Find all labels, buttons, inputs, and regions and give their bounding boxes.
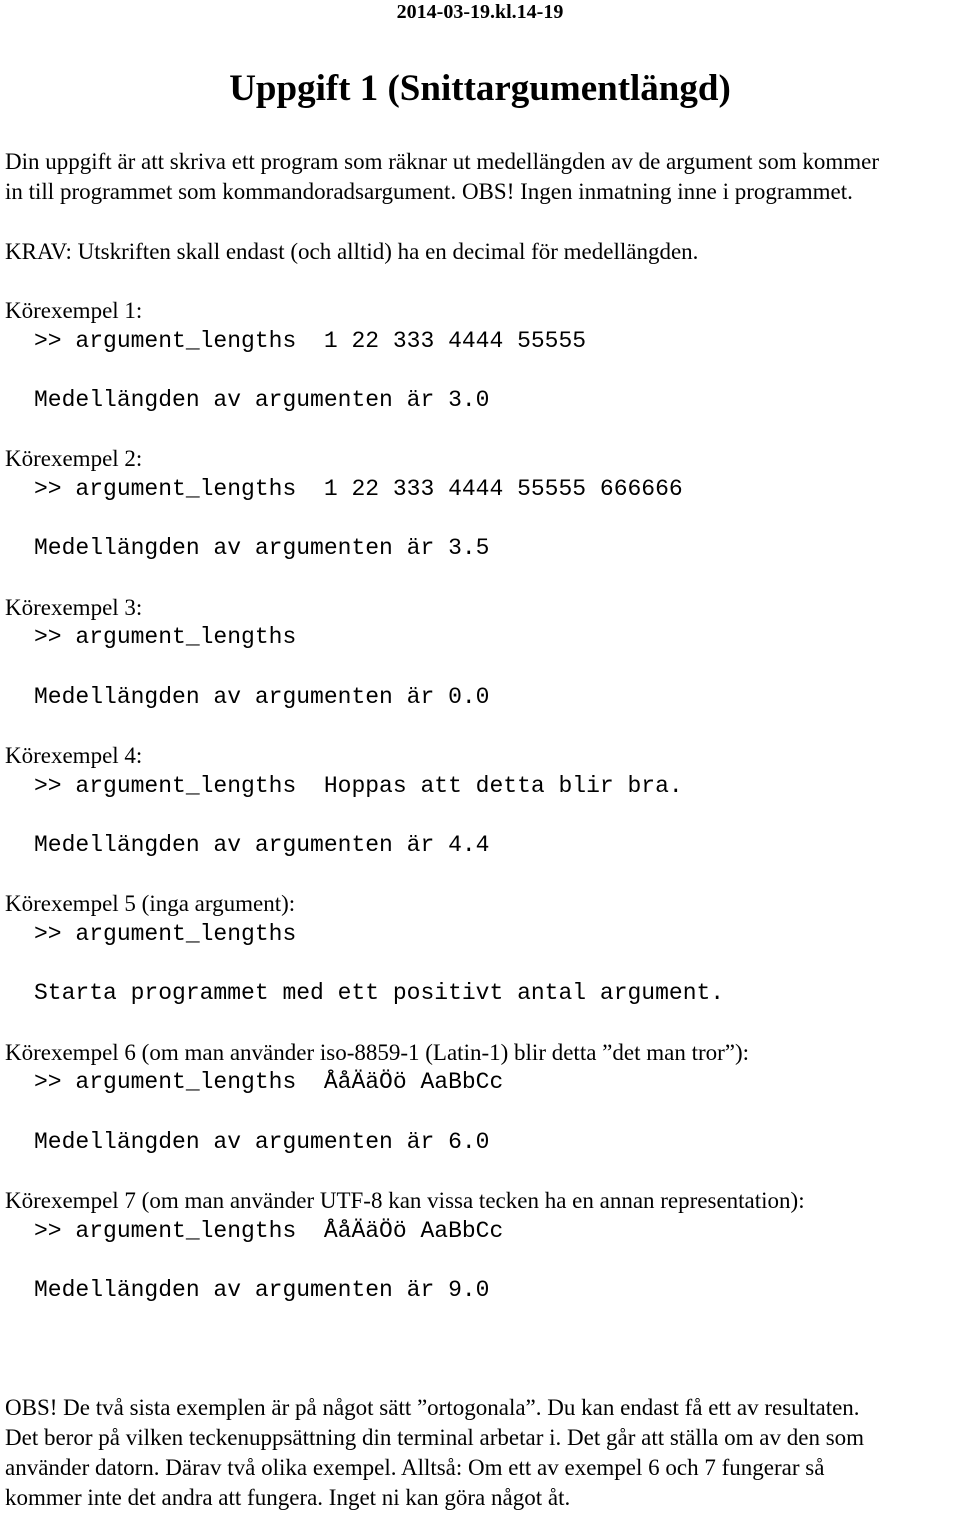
intro-line-1: Din uppgift är att skriva ett program som räknar ut medellängden av de argument som kommer (5, 149, 879, 174)
example-4-command: >> argument_lengths Hoppas att detta blir bra. (34, 773, 683, 799)
example-2-command: >> argument_lengths 1 22 333 4444 55555 666666 (34, 476, 683, 502)
example-6-heading: Körexempel 6 (om man använder iso-8859-1 (Latin-1) blir detta ”det man tror”): (5, 1040, 750, 1065)
note-line-2: Det beror på vilken teckenuppsättning din terminal arbetar i. Det går att ställa om av den som (5, 1425, 865, 1450)
note-line-4: kommer inte det andra att fungera. Inget ni kan göra något åt. (5, 1485, 571, 1510)
example-7-command: >> argument_lengths ÅåÄäÖö AaBbCc (34, 1218, 504, 1244)
example-2-heading: Körexempel 2: (5, 446, 143, 471)
example-5-output: Starta programmet med ett positivt antal argument. (34, 980, 725, 1006)
header-date: 2014-03-19.kl.14-19 (396, 1, 564, 23)
example-6-command: >> argument_lengths ÅåÄäÖö AaBbCc (34, 1069, 504, 1095)
example-5-command: >> argument_lengths (34, 921, 297, 947)
example-3-heading: Körexempel 3: (5, 595, 143, 620)
intro-line-2: in till programmet som kommandoradsargument. OBS! Ingen inmatning inne i programmet. (5, 179, 853, 204)
example-4-output: Medellängden av argumenten är 4.4 (34, 832, 490, 858)
example-6-output: Medellängden av argumenten är 6.0 (34, 1129, 490, 1155)
note-line-1: OBS! De två sista exemplen är på något sätt ”ortogonala”. Du kan endast få ett av resultaten. (5, 1395, 860, 1420)
example-7-output: Medellängden av argumenten är 9.0 (34, 1277, 490, 1303)
example-2-output: Medellängden av argumenten är 3.5 (34, 535, 490, 561)
example-4-heading: Körexempel 4: (5, 743, 143, 768)
page-title: Uppgift 1 (Snittargumentlängd) (229, 68, 731, 109)
example-1-command: >> argument_lengths 1 22 333 4444 55555 (34, 328, 587, 354)
example-5-heading: Körexempel 5 (inga argument): (5, 891, 296, 916)
note-line-3: använder datorn. Därav två olika exempel. Alltså: Om ett av exempel 6 och 7 fungerar så (5, 1455, 825, 1480)
example-3-output: Medellängden av argumenten är 0.0 (34, 684, 490, 710)
example-7-heading: Körexempel 7 (om man använder UTF-8 kan vissa tecken ha en annan representation): (5, 1188, 805, 1213)
example-3-command: >> argument_lengths (34, 624, 297, 650)
example-1-heading: Körexempel 1: (5, 298, 143, 323)
requirement-text: KRAV: Utskriften skall endast (och alltid) ha en decimal för medellängden. (5, 239, 699, 264)
example-1-output: Medellängden av argumenten är 3.0 (34, 387, 490, 413)
